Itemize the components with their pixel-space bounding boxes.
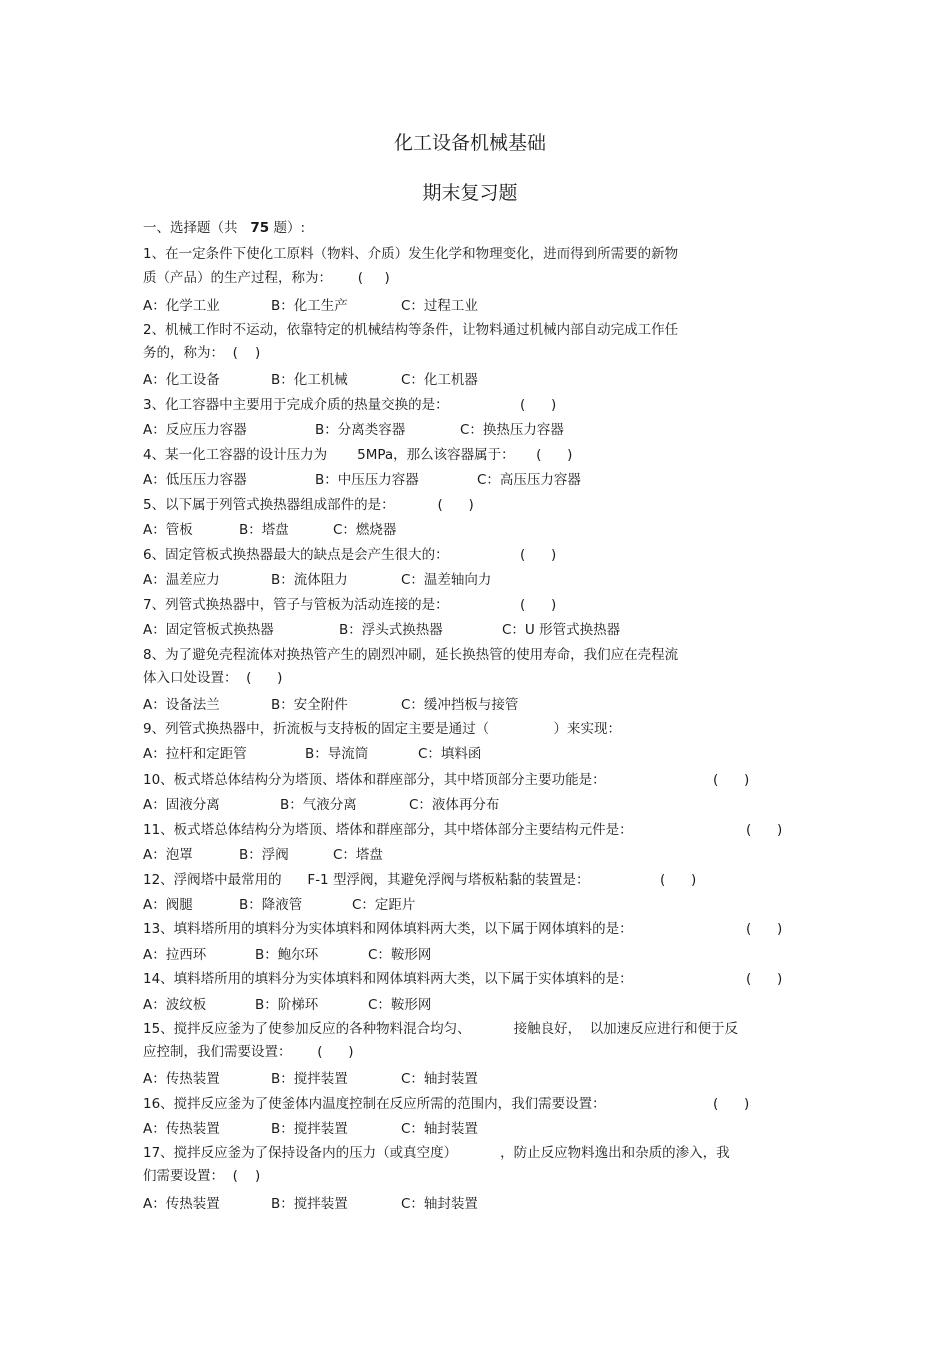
option-a: A：传热装置 [143, 1121, 220, 1137]
option-b: B：阶梯环 [255, 997, 319, 1013]
question-12-options [143, 896, 415, 914]
question-14-options [143, 996, 431, 1014]
option-a: A：反应压力容器 [143, 422, 247, 438]
question-9-options [143, 745, 481, 763]
option-a: A：温差应力 [143, 572, 220, 588]
option-b: B：安全附件 [271, 697, 348, 713]
option-c: C：轴封装置 [401, 1071, 478, 1087]
answer-paren: ( ) [746, 971, 783, 987]
option-c: C：燃烧器 [333, 522, 397, 538]
option-a: A：固液分离 [143, 797, 220, 813]
question-17-options [143, 1195, 478, 1213]
option-a: A：化工设备 [143, 372, 220, 388]
option-a: A：固定管板式换热器 [143, 622, 274, 638]
option-b: B：化工生产 [271, 298, 348, 314]
question-15-line-2: 应控制，我们需要设置： ( ) [143, 1044, 354, 1060]
question-3-line-1: 3、化工容器中主要用于完成介质的热量交换的是： [143, 397, 449, 413]
option-a: A：波纹板 [143, 997, 207, 1013]
answer-paren: ( ) [660, 872, 697, 888]
option-b: B：搅拌装置 [271, 1121, 348, 1137]
question-1-line-2: 质（产品）的生产过程，称为： ( ) [143, 270, 390, 286]
question-9-line-1: 9、列管式换热器中，折流板与支持板的固定主要是通过（ ）来实现： [143, 721, 621, 737]
question-3-options [143, 421, 564, 439]
answer-paren: ( ) [713, 772, 750, 788]
answer-paren: ( ) [520, 547, 557, 563]
question-15-options [143, 1070, 478, 1088]
question-10-line-1: 10、板式塔总体结构分为塔顶、塔体和群座部分，其中塔顶部分主要功能是： [143, 772, 606, 788]
option-a: A：设备法兰 [143, 697, 220, 713]
option-b: B：搅拌装置 [271, 1196, 348, 1212]
option-b: B：中压压力容器 [315, 472, 419, 488]
question-7-options [143, 621, 620, 639]
option-c: C：鞍形网 [368, 947, 432, 963]
option-c: C：温差轴向力 [401, 572, 492, 588]
option-a: A：阀腿 [143, 897, 193, 913]
option-b: B：导流筒 [305, 746, 369, 762]
option-c: C：液体再分布 [409, 797, 500, 813]
answer-paren: ( ) [520, 597, 557, 613]
option-a: A：传热装置 [143, 1196, 220, 1212]
question-7-line-1: 7、列管式换热器中，管子与管板为活动连接的是： [143, 597, 449, 613]
option-c: C：化工机器 [401, 372, 478, 388]
question-8-options [143, 696, 518, 714]
question-count: 75 [250, 220, 270, 236]
option-c: C：塔盘 [333, 847, 383, 863]
question-2-line-2: 务的，称为： ( ) [143, 345, 261, 361]
option-b: B：塔盘 [239, 522, 289, 538]
option-a: A：低压压力容器 [143, 472, 247, 488]
question-2-line-1: 2、机械工作时不运动，依靠特定的机械结构等条件，让物料通过机械内部自动完成工作任 [143, 322, 679, 338]
option-c: C：过程工业 [401, 298, 478, 314]
option-b: B：浮头式换热器 [339, 622, 443, 638]
option-c: C：缓冲挡板与接管 [401, 697, 519, 713]
option-c: C：填料函 [418, 746, 482, 762]
question-6-line-1: 6、固定管板式换热器最大的缺点是会产生很大的： [143, 547, 449, 563]
question-8-line-2: 体入口处设置： ( ) [143, 670, 283, 686]
question-4-line-1: 4、某一化工容器的设计压力为 5MPa，那么该容器属于： ( ) [143, 447, 573, 463]
question-13-line-1: 13、填料塔所用的填料分为实体填料和网体填料两大类，以下属于网体填料的是： [143, 921, 633, 937]
option-b: B：降液管 [239, 897, 303, 913]
answer-paren: ( ) [520, 397, 557, 413]
option-b: B：流体阻力 [271, 572, 348, 588]
question-14-line-1: 14、填料塔所用的填料分为实体填料和网体填料两大类，以下属于实体填料的是： [143, 971, 633, 987]
option-c: C：鞍形网 [368, 997, 432, 1013]
option-c: C：轴封装置 [401, 1196, 478, 1212]
question-1-options [143, 297, 478, 315]
question-17-line-1: 17、搅拌反应釜为了保持设备内的压力（或真空度） ，防止反应物料逸出和杂质的渗入，我 [143, 1145, 730, 1161]
document-subtitle: 期末复习题 [422, 182, 518, 204]
option-c: C：U 形管式换热器 [502, 622, 621, 638]
document-title: 化工设备机械基础 [393, 132, 546, 154]
option-a: A：拉西环 [143, 947, 207, 963]
option-b: B：浮阀 [239, 847, 289, 863]
answer-paren: ( ) [746, 822, 783, 838]
option-b: B：分离类容器 [315, 422, 406, 438]
question-17-line-2: 们需要设置： ( ) [143, 1168, 261, 1184]
question-10-options [143, 796, 499, 814]
question-11-line-1: 11、板式塔总体结构分为塔顶、塔体和群座部分，其中塔体部分主要结构元件是： [143, 822, 633, 838]
question-6-options [143, 571, 491, 589]
option-a: A：管板 [143, 522, 193, 538]
question-15-line-1: 15、搅拌反应釜为了使参加反应的各种物料混合均匀、 接触良好， 以加速反应进行和便于反 [143, 1021, 739, 1037]
question-2-options [143, 371, 478, 389]
question-13-options [143, 946, 431, 964]
option-a: A：泡罩 [143, 847, 193, 863]
option-a: A：拉杆和定距管 [143, 746, 247, 762]
answer-paren: ( ) [713, 1096, 750, 1112]
question-8-line-1: 8、为了避免壳程流体对换热管产生的剧烈冲刷，延长换热管的使用寿命，我们应在壳程流 [143, 647, 679, 663]
option-c: C：定距片 [352, 897, 416, 913]
option-c: C：换热压力容器 [460, 422, 564, 438]
question-5-line-1: 5、以下属于列管式换热器组成部件的是： ( ) [143, 497, 474, 513]
option-b: B：鲍尔环 [255, 947, 319, 963]
option-a: A：传热装置 [143, 1071, 220, 1087]
option-c: C：高压压力容器 [477, 472, 581, 488]
answer-paren: ( ) [746, 921, 783, 937]
option-b: B：化工机械 [271, 372, 348, 388]
section-heading: 一、选择题（共 75 题）: [143, 220, 306, 236]
question-11-options [143, 846, 383, 864]
question-16-line-1: 16、搅拌反应釜为了使釜体内温度控制在反应所需的范围内，我们需要设置： [143, 1096, 606, 1112]
option-b: B：搅拌装置 [271, 1071, 348, 1087]
option-c: C：轴封装置 [401, 1121, 478, 1137]
question-1-line-1: 1、在一定条件下使化工原料（物料、介质）发生化学和物理变化，进而得到所需要的新物 [143, 246, 679, 262]
question-5-options [143, 521, 396, 539]
option-a: A：化学工业 [143, 298, 220, 314]
question-16-options [143, 1120, 478, 1138]
option-b: B：气液分离 [280, 797, 357, 813]
question-12-line-1: 12、浮阀塔中最常用的 F-1 型浮阀，其避免浮阀与塔板粘黏的装置是： [143, 872, 590, 888]
question-4-options [143, 471, 581, 489]
